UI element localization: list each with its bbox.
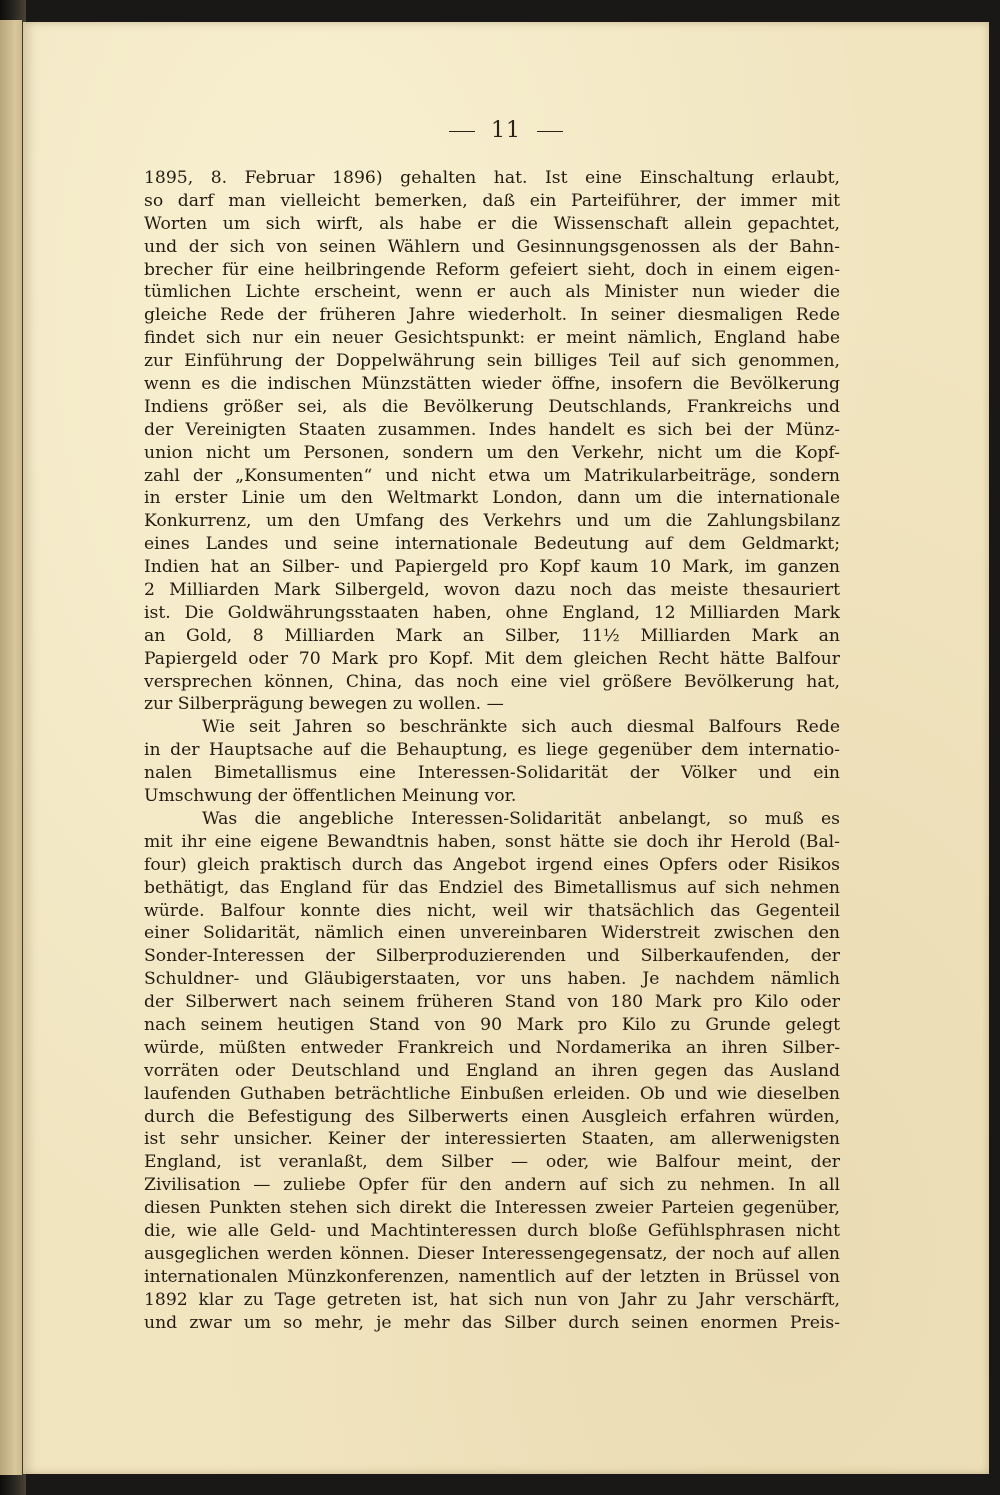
- text-line: Indiens größer sei, als die Bevölkerung Deutschlands, Frankreichs und: [144, 396, 840, 417]
- text-line: der Vereinigten Staaten zusammen. Indes handelt es sich bei der Münz-: [144, 419, 840, 440]
- text-line: zur Einführung der Doppelwährung sein billiges Teil auf sich genommen,: [144, 351, 840, 372]
- header-dash-left: [449, 131, 475, 132]
- text-line: und zwar um so mehr, je mehr das Silber durch seinen enormen Preis-: [144, 1312, 840, 1333]
- text-line: durch die Befestigung des Silberwerts einen Ausgleich erfahren würden,: [144, 1106, 840, 1127]
- text-line: ist. Die Goldwährungsstaaten haben, ohne England, 12 Milliarden Mark: [144, 602, 840, 623]
- text-line: mit ihr eine eigene Bewandtnis haben, sonst hätte sie doch ihr Herold (Bal-: [144, 831, 840, 852]
- text-line: würde. Balfour konnte dies nicht, weil wir thatsächlich das Gegenteil: [144, 900, 840, 921]
- book-page: [23, 22, 989, 1474]
- text-line: in erster Linie um den Weltmarkt London, dann um die internationale: [144, 488, 840, 509]
- page-header: [23, 118, 989, 143]
- text-line: die, wie alle Geld- und Machtinteressen durch bloße Gefühlsphrasen nicht: [144, 1220, 840, 1241]
- text-line: Was die angebliche Interessen-Solidarität anbelangt, so muß es: [202, 808, 840, 829]
- text-line: findet sich nur ein neuer Gesichtspunkt: er meint nämlich, England habe: [144, 328, 840, 349]
- text-line: gleiche Rede der früheren Jahre wiederholt. In seiner diesmaligen Rede: [144, 305, 840, 326]
- text-line: ausgeglichen werden können. Dieser Interessengegensatz, der noch auf allen: [144, 1243, 840, 1264]
- text-line: Umschwung der öffentlichen Meinung vor.: [144, 786, 517, 807]
- text-line: wenn es die indischen Münzstätten wieder öffne, insofern die Bevölkerung: [144, 374, 840, 395]
- text-line: der Silberwert nach seinem früheren Stand von 180 Mark pro Kilo oder: [144, 992, 840, 1013]
- text-line: tümlichen Lichte erscheint, wenn er auch als Minister nun wieder die: [144, 282, 840, 303]
- previous-page-edge: [0, 20, 22, 1475]
- text-line: in der Hauptsache auf die Behauptung, es liege gegenüber dem internatio-: [144, 740, 840, 761]
- text-line: bethätigt, das England für das Endziel des Bimetallismus auf sich nehmen: [144, 877, 840, 898]
- text-line: four) gleich praktisch durch das Angebot irgend eines Opfers oder Risikos: [144, 854, 840, 875]
- page-number: 11: [491, 118, 521, 143]
- header-dash-right: [537, 131, 563, 132]
- text-line: Worten um sich wirft, als habe er die Wissenschaft allein gepachtet,: [144, 213, 840, 234]
- text-line: an Gold, 8 Milliarden Mark an Silber, 11½ Milliarden Mark an: [144, 625, 840, 646]
- text-line: versprechen können, China, das noch eine viel größere Bevölkerung hat,: [144, 671, 840, 692]
- text-line: so darf man vielleicht bemerken, daß ein Parteiführer, der immer mit: [144, 190, 840, 211]
- text-line: Papiergeld oder 70 Mark pro Kopf. Mit dem gleichen Recht hätte Balfour: [144, 648, 840, 669]
- text-line: zur Silberprägung bewegen zu wollen. —: [144, 694, 504, 715]
- text-line: laufenden Guthaben beträchtliche Einbußen erleiden. Ob und wie dieselben: [144, 1083, 840, 1104]
- text-line: union nicht um Personen, sondern um den Verkehr, nicht um die Kopf-: [144, 442, 840, 463]
- text-line: 1892 klar zu Tage getreten ist, hat sich nun von Jahr zu Jahr verschärft,: [144, 1289, 840, 1310]
- text-line: 2 Milliarden Mark Silbergeld, wovon dazu noch das meiste thesauriert: [144, 580, 840, 601]
- text-line: diesen Punkten stehen sich direkt die Interessen zweier Parteien gegenüber,: [144, 1198, 840, 1219]
- text-line: England, ist veranlaßt, dem Silber — oder, wie Balfour meint, der: [144, 1152, 840, 1173]
- text-line: nalen Bimetallismus eine Interessen-Solidarität der Völker und ein: [144, 763, 840, 784]
- text-line: ist sehr unsicher. Keiner der interessierten Staaten, am allerwenigsten: [144, 1129, 840, 1150]
- text-line: und der sich von seinen Wählern und Gesinnungsgenossen als der Bahn-: [144, 236, 840, 257]
- text-line: 1895, 8. Februar 1896) gehalten hat. Ist eine Einschaltung erlaubt,: [144, 168, 840, 188]
- text-line: Konkurrenz, um den Umfang des Verkehrs und um die Zahlungsbilanz: [144, 511, 840, 532]
- text-line: nach seinem heutigen Stand von 90 Mark pro Kilo zu Grunde gelegt: [144, 1014, 840, 1035]
- text-line: internationalen Münzkonferenzen, namentlich auf der letzten in Brüssel von: [144, 1266, 840, 1287]
- text-line: einer Solidarität, nämlich einen unvereinbaren Widerstreit zwischen den: [144, 923, 840, 944]
- text-line: Indien hat an Silber- und Papiergeld pro Kopf kaum 10 Mark, im ganzen: [144, 557, 840, 578]
- text-line: Zivilisation — zuliebe Opfer für den andern auf sich zu nehmen. In all: [144, 1175, 840, 1196]
- text-line: brecher für eine heilbringende Reform gefeiert sieht, doch in einem eigen-: [144, 259, 840, 280]
- text-line: Schuldner- und Gläubigerstaaten, vor uns haben. Je nachdem nämlich: [144, 969, 840, 990]
- text-line: Sonder-Interessen der Silberproduzierenden und Silberkaufenden, der: [144, 946, 840, 967]
- text-line: Wie seit Jahren so beschränkte sich auch diesmal Balfours Rede: [202, 717, 840, 738]
- text-line: eines Landes und seine internationale Bedeutung auf dem Geldmarkt;: [144, 534, 840, 555]
- text-line: zahl der „Konsumenten“ und nicht etwa um Matrikularbeiträge, sondern: [144, 465, 840, 486]
- body-text: [144, 167, 840, 1334]
- text-line: würde, müßten entweder Frankreich und Nordamerika an ihren Silber-: [144, 1037, 840, 1058]
- text-line: vorräten oder Deutschland und England an ihren gegen das Ausland: [144, 1060, 840, 1081]
